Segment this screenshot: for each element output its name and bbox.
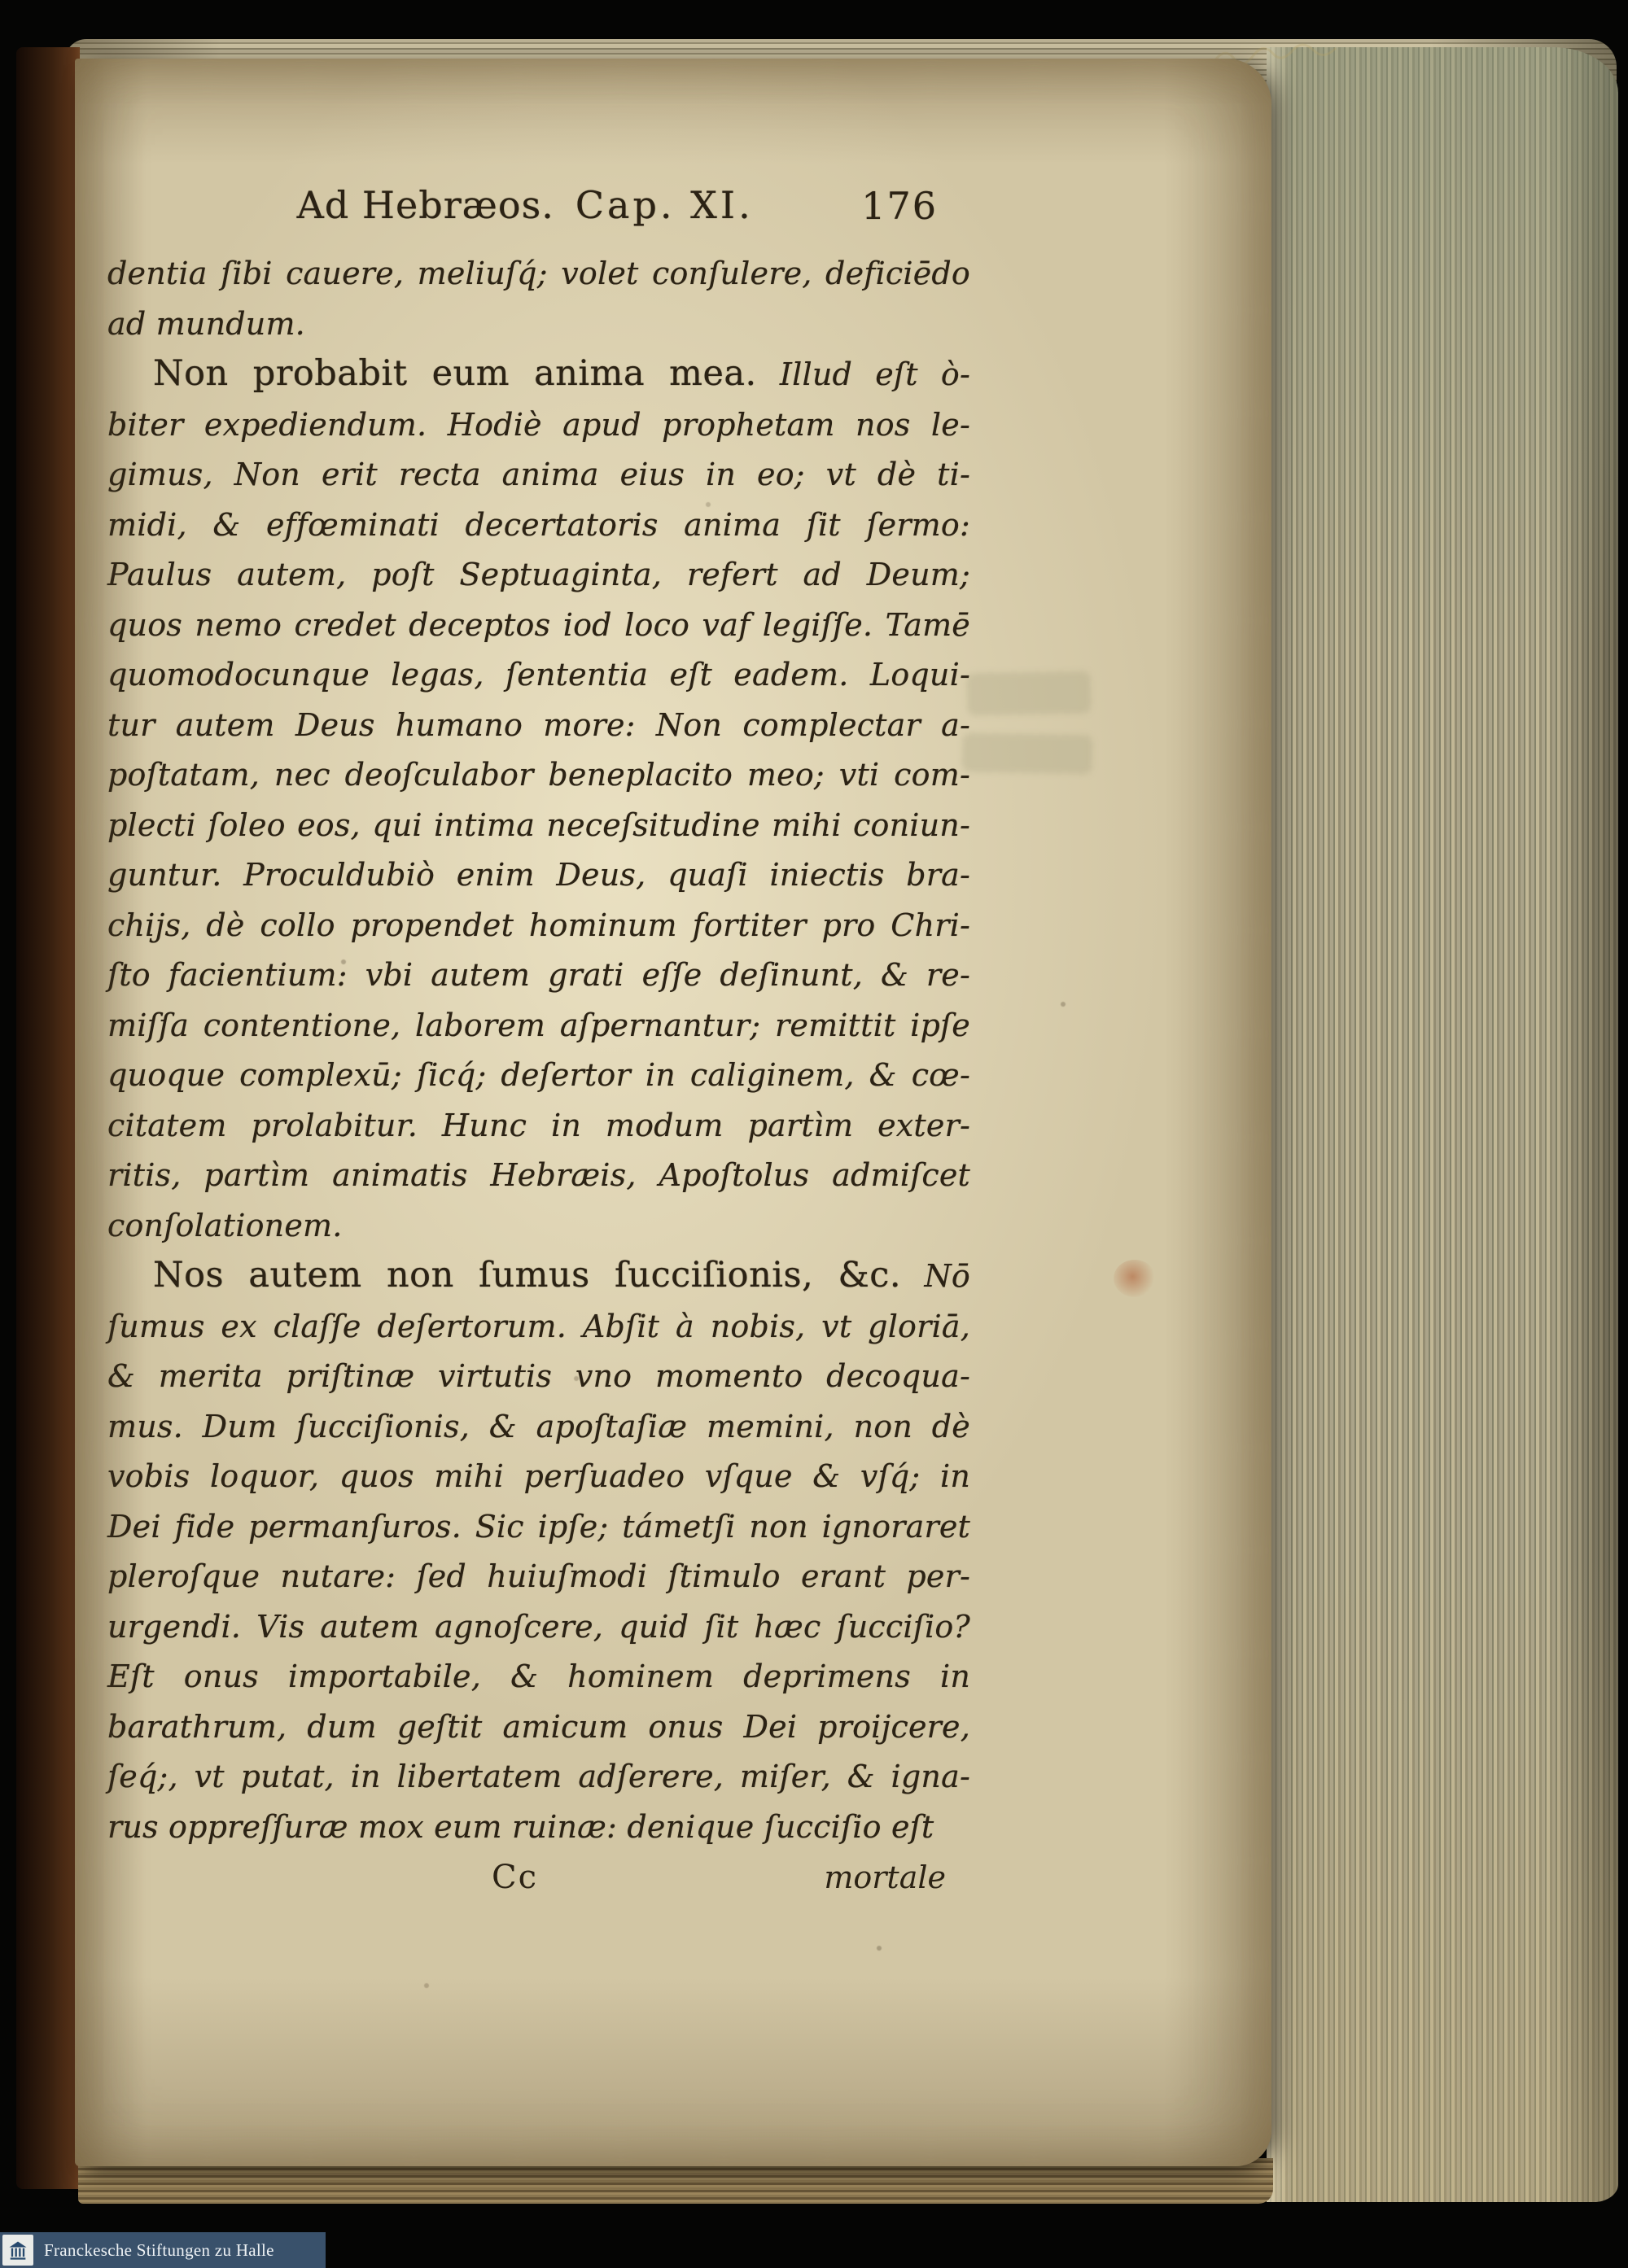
ink-stain — [1114, 1260, 1156, 1297]
text-line: Paulus autem, poſt Septuaginta, refert ad Deum; — [107, 557, 970, 592]
header-title: Ad Hebræos. — [296, 183, 554, 227]
text-line: citatem prolabitur. Hunc in modum partìm exter- — [107, 1107, 970, 1143]
text-line: Dei fide permanſuros. Sic ipſe; támetſi non ignoraret — [107, 1508, 970, 1545]
text-line: Non probabit eum anima mea. Illud eſt ò- — [153, 353, 970, 394]
text-line: biter expediendum. Hodiè apud prophetam nos le- — [107, 406, 970, 443]
watermark-label: Franckesche Stiftungen zu Halle — [44, 2240, 274, 2260]
text-line: midi, & effœminati decertatoris anima ſit ſermo: — [107, 506, 970, 543]
header-chapter: Cap. XI. — [575, 183, 754, 227]
body-text — [107, 249, 970, 1852]
text-line: quoque complexū; ſicq́; deſertor in caliginem, & cœ- — [107, 1057, 970, 1093]
text-line: ritis, partìm animatis Hebræis, Apoſtolus admiſcet — [107, 1157, 970, 1193]
paragraph — [107, 1251, 970, 1852]
text-line: conſolationem. — [107, 1207, 343, 1243]
signature-mark: Cc — [492, 1859, 539, 1896]
paragraph — [107, 349, 970, 1251]
book-binding — [16, 47, 80, 2189]
text-block — [107, 181, 970, 1903]
text-line: urgendi. Vis autem agnoſcere, quid ſit hæc ſucciſio? — [107, 1608, 970, 1645]
text-line: chijs, dè collo propendet hominum fortiter pro Chri- — [107, 907, 970, 943]
text-line: dentia ſibi cauere, meliuſq́; volet conſulere, deficiēdo — [107, 256, 970, 291]
text-line: ad mundum. — [107, 305, 305, 342]
text-line: barathrum, dum geſtit amicum onus Dei proijcere, — [107, 1708, 970, 1745]
text-line: gimus, Non erit recta anima eius in eo; vt dè ti- — [107, 457, 970, 492]
watermark-bar — [0, 2232, 326, 2268]
ghost-showthrough — [962, 733, 1093, 775]
text-line: rus oppreſſuræ mox eum ruinæ: denique ſucciſio eſt — [107, 1808, 934, 1845]
book-page — [75, 59, 1271, 2166]
catchword: mortale — [824, 1859, 946, 1895]
paper-specks — [0, 0, 3, 3]
lead-phrase: Non probabit eum anima mea. — [153, 353, 757, 394]
book-fore-edge — [1267, 47, 1618, 2202]
text-line: quos nemo credet deceptos iod loco vaf legiſſe. Tamē — [107, 606, 970, 643]
paragraph — [107, 249, 970, 349]
text-line: poſtatam, nec deoſculabor beneplacito meo; vti com- — [107, 757, 970, 793]
text-line: Nos autem non ſumus ſucciſionis, &c. Nō — [153, 1255, 971, 1296]
text-line: Eſt onus importabile, & hominem deprimens in — [107, 1658, 970, 1694]
text-line: tur autem Deus humano more: Non complectar a- — [107, 706, 970, 743]
lead-phrase: Nos autem non ſumus ſucciſionis, &c. — [153, 1255, 902, 1296]
page-number: 176 — [861, 184, 938, 228]
page-header — [107, 181, 970, 238]
text-line: vobis loquor, quos mihi perſuadeo vſque & vſq́; in — [107, 1458, 970, 1494]
colophon-row — [107, 1852, 970, 1903]
text-line: ſto facientium: vbi autem grati eſſe deſinunt, & re- — [107, 957, 970, 993]
running-title — [297, 181, 754, 229]
ghost-showthrough — [967, 671, 1092, 716]
text-line: pleroſque nutare: ſed huiuſmodi ſtimulo erant per- — [107, 1558, 970, 1594]
text-line: ſeq́;, vt putat, in libertatem adſerere, miſer, & igna- — [107, 1759, 970, 1794]
text-line: mus. Dum ſucciſionis, & apoſtaſiæ memini, non dè — [107, 1408, 970, 1444]
text-line: ſumus ex claſſe deſertorum. Abſit à nobis, vt gloriā, — [107, 1308, 970, 1344]
text-line: guntur. Proculdubiò enim Deus, quaſi iniectis bra- — [107, 857, 970, 893]
text-line: miſſa contentione, laborem aſpernantur; remittit ipſe — [107, 1007, 970, 1043]
text-line: quomodocunque legas, ſententia eſt eadem. Loqui- — [107, 657, 970, 693]
institution-logo-icon — [2, 2235, 33, 2266]
text-line: & merita priſtinæ virtutis vno momento decoqua- — [107, 1358, 970, 1394]
text-line: plecti ſoleo eos, qui intima neceſsitudine mihi coniun- — [107, 806, 970, 843]
